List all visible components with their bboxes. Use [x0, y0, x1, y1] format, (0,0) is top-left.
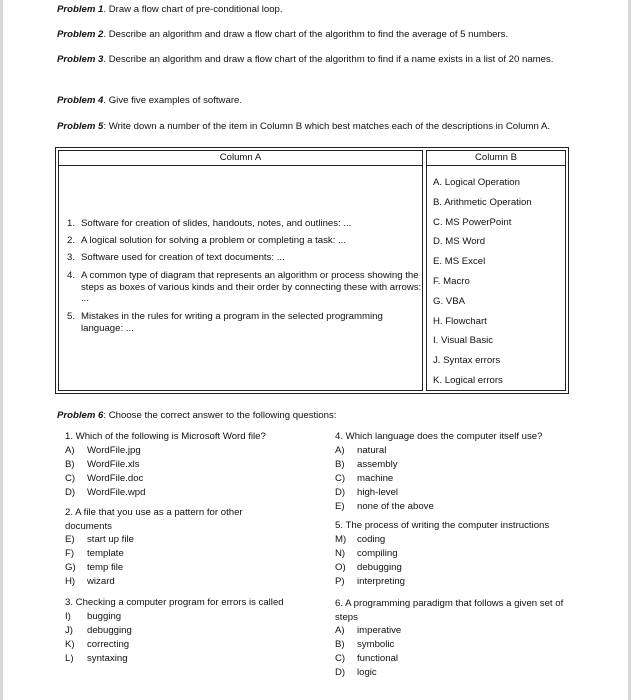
column-b-item: E. MS Excel [433, 256, 486, 268]
option-text: template [87, 548, 124, 559]
option-text: none of the above [357, 501, 434, 512]
option-letter: P) [335, 576, 345, 587]
column-a-item [63, 235, 423, 247]
column-a-header: Column A [59, 151, 422, 166]
option-text: compiling [357, 548, 398, 559]
option [65, 611, 325, 625]
column-b-item: A. Logical Operation [433, 177, 520, 188]
option-text: WordFile.wpd [87, 487, 146, 498]
question-5 [335, 520, 585, 590]
option [65, 459, 305, 473]
column-b-item: K. Logical errors [433, 374, 503, 386]
option-text: WordFile.doc [87, 473, 144, 484]
option [335, 667, 585, 681]
question-4 [335, 431, 575, 515]
option-text: interpreting [357, 576, 405, 587]
column-a-item [63, 311, 423, 335]
option-letter: F) [65, 548, 75, 559]
column-b-item: B. Arithmetic Operation [433, 196, 532, 208]
option-letter: G) [65, 562, 76, 573]
column-a [58, 150, 423, 391]
option-letter: J) [65, 625, 73, 636]
option-letter: A) [65, 445, 75, 456]
problem-text: : Write down a number of the item in Column B which best matches each of the descriptions in Column A. [103, 121, 551, 132]
option-text: debugging [357, 562, 402, 573]
problem-1 [57, 4, 577, 16]
problem-5 [57, 121, 562, 133]
column-b-item: J. Syntax errors [433, 355, 501, 367]
option-letter: D) [335, 487, 346, 498]
option-letter: B) [65, 459, 75, 470]
option [65, 534, 275, 548]
option [335, 501, 575, 515]
option-text: correcting [87, 639, 130, 650]
option-letter: B) [335, 639, 345, 650]
option-text: logic [357, 667, 377, 678]
option-letter: E) [335, 501, 345, 512]
item-text: Software for creation of slides, handouts, notes, and outlines: ... [81, 218, 352, 229]
problem-4 [57, 95, 577, 107]
option-letter: N) [335, 548, 346, 559]
option [335, 473, 575, 487]
option [65, 445, 305, 459]
column-a-item [63, 218, 423, 230]
option [65, 562, 275, 576]
item-number: 2. [67, 235, 76, 247]
option [335, 562, 585, 576]
column-b-header: Column B [427, 151, 565, 166]
option [335, 653, 585, 667]
option-text: high-level [357, 487, 399, 498]
option [65, 473, 305, 487]
option-letter: B) [335, 459, 345, 470]
option [65, 548, 275, 562]
option-letter: C) [65, 473, 76, 484]
option [65, 576, 275, 590]
question-text: 3. Checking a computer program for errors is called [65, 597, 284, 608]
item-text: A common type of diagram that represents an algorithm or process showing the steps as boxes of various kinds and their order by connecting these with arrows: ... [81, 269, 422, 305]
option [335, 459, 575, 473]
column-b-item: D. MS Word [433, 236, 486, 248]
option [335, 548, 585, 562]
column-b [426, 150, 566, 391]
option-text: natural [357, 445, 387, 456]
option-text: WordFile.jpg [87, 445, 141, 456]
option-letter: D) [65, 487, 76, 498]
option-letter: C) [335, 653, 346, 664]
problem-label: Problem 5 [57, 121, 104, 132]
option-text: start up file [87, 534, 134, 545]
option [65, 625, 325, 639]
option [335, 625, 585, 639]
option-letter: I) [65, 611, 71, 622]
item-number: 1. [67, 218, 76, 229]
question-6 [335, 597, 585, 681]
item-number: 3. [67, 252, 76, 264]
column-a-list [63, 218, 423, 340]
question-text: 2. A file that you use as a pattern for other documents [65, 507, 243, 532]
problem-label: Problem 2 [57, 29, 104, 40]
option-text: functional [357, 653, 399, 664]
option [335, 639, 585, 653]
item-text: Mistakes in the rules for writing a program in the selected programming language: ... [81, 310, 383, 334]
question-text: 4. Which language does the computer itself use? [335, 431, 543, 442]
problem-label: Problem 3 [57, 54, 104, 65]
problem-text: . Describe an algorithm and draw a flow chart of the algorithm to find if a name exists in a list of 20 names. [103, 54, 554, 65]
option-letter: E) [65, 534, 75, 545]
column-b-item: F. Macro [433, 275, 470, 287]
column-a-item [63, 270, 423, 306]
option [335, 534, 585, 548]
option [65, 653, 325, 667]
option-text: imperative [357, 625, 402, 636]
question-2 [65, 506, 275, 590]
option-text: machine [357, 473, 394, 484]
column-a-item [63, 252, 423, 264]
option-letter: O) [335, 562, 346, 573]
option [335, 487, 575, 501]
left-page-edge [0, 0, 3, 700]
problem-label: Problem 1 [57, 4, 104, 15]
option-text: coding [357, 534, 386, 545]
question-text: 1. Which of the following is Microsoft Word file? [65, 431, 266, 442]
column-b-item: H. Flowchart [433, 315, 487, 327]
matching-table [55, 147, 569, 394]
option-letter: H) [65, 576, 76, 587]
problem-text: . Describe an algorithm and draw a flow chart of the algorithm to find the average of 5 numbers. [103, 29, 509, 40]
option-text: debugging [87, 625, 132, 636]
option [335, 576, 585, 590]
question-text: 6. A programming paradigm that follows a given set of steps [335, 598, 564, 623]
column-b-item: C. MS PowerPoint [433, 216, 512, 228]
problem-text: . Give five examples of software. [103, 95, 243, 106]
problem-3 [57, 54, 577, 66]
option [65, 639, 325, 653]
option-letter: A) [335, 445, 345, 456]
option-letter: K) [65, 639, 75, 650]
option-text: temp file [87, 562, 124, 573]
option-letter: C) [335, 473, 346, 484]
option-text: bugging [87, 611, 122, 622]
option-text: symbolic [357, 639, 395, 650]
option-letter: M) [335, 534, 347, 545]
problem-label: Problem 6 [57, 410, 104, 421]
item-text: A logical solution for solving a problem or completing a task: ... [81, 235, 347, 247]
question-text: 5. The process of writing the computer instructions [335, 520, 550, 531]
option-text: syntaxing [87, 653, 128, 664]
option-letter: A) [335, 625, 345, 636]
problem-text: . Draw a flow chart of pre-conditional loop. [103, 4, 283, 15]
item-text: Software used for creation of text documents: ... [81, 252, 285, 264]
option-text: wizard [87, 576, 115, 587]
problem-text: : Choose the correct answer to the following questions: [103, 410, 337, 421]
option [65, 487, 305, 501]
option-text: WordFile.xls [87, 459, 140, 470]
question-1 [65, 431, 305, 501]
column-b-item: G. VBA [433, 295, 465, 307]
item-number: 5. [67, 310, 76, 322]
column-b-list [433, 177, 532, 395]
option-letter: D) [335, 667, 346, 678]
question-3 [65, 597, 325, 667]
option [335, 445, 575, 459]
problem-2 [57, 29, 577, 41]
option-letter: L) [65, 653, 74, 664]
problem-label: Problem 4 [57, 95, 104, 106]
option-text: assembly [357, 459, 398, 470]
item-number: 4. [67, 269, 76, 281]
column-b-item: I. Visual Basic [433, 335, 494, 347]
problem-6 [57, 410, 577, 422]
